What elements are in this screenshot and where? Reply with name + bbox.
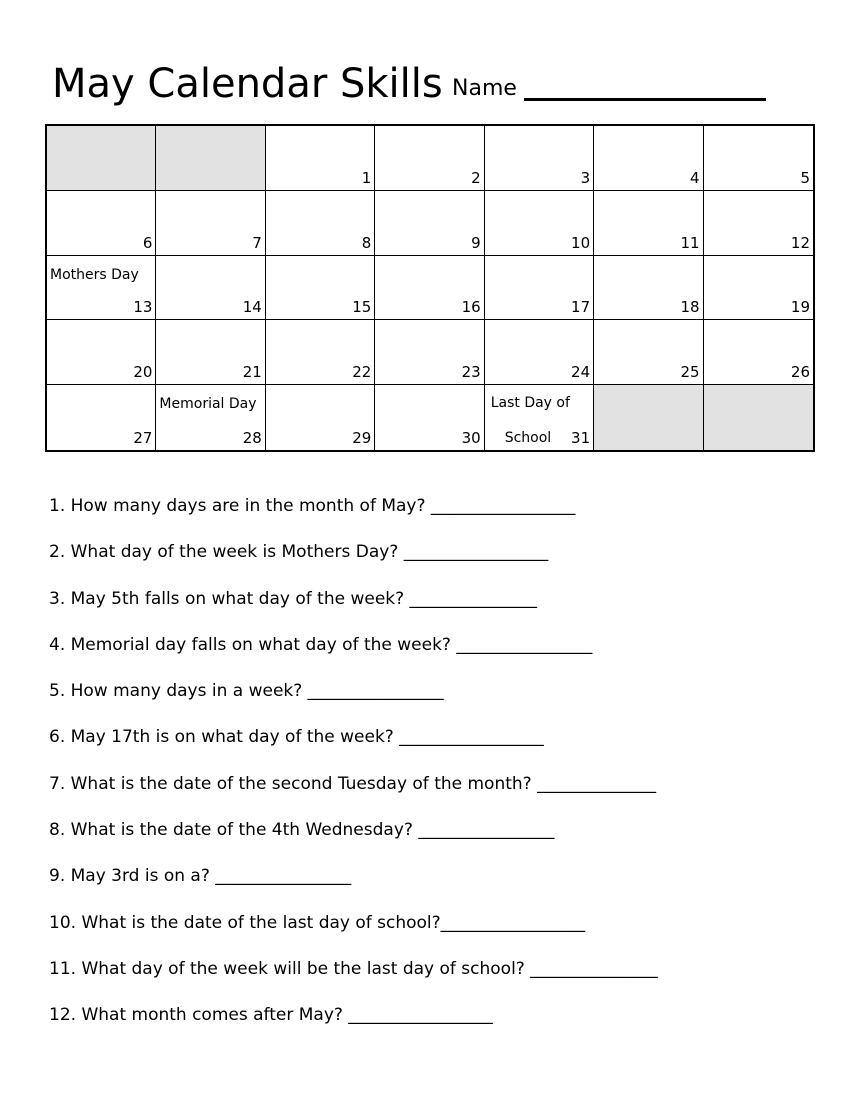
question-item: 6. May 17th is on what day of the week? _________________: [49, 727, 544, 748]
day-number: 25: [680, 363, 700, 382]
calendar-empty-cell: [47, 126, 156, 191]
day-number: 28: [242, 429, 262, 447]
calendar-empty-cell: [594, 385, 703, 450]
calendar-day-cell: [266, 256, 375, 321]
day-event-label: Mothers Day: [50, 266, 139, 283]
calendar-day-cell: [704, 320, 813, 385]
calendar-day-cell: [266, 320, 375, 385]
day-number: 20: [133, 363, 153, 382]
day-number: 1: [361, 168, 372, 187]
calendar-day-cell: [375, 126, 484, 191]
calendar-empty-cell: [156, 126, 265, 191]
calendar-day-cell: [156, 385, 265, 450]
day-number: 2: [471, 168, 481, 187]
day-number: 8: [361, 233, 372, 252]
day-number: 3: [580, 168, 591, 187]
calendar-day-cell: [266, 126, 375, 191]
calendar-day-cell: [594, 256, 703, 321]
calendar-day-cell: [704, 191, 813, 256]
calendar-day-cell: [47, 256, 156, 321]
day-number: 15: [352, 298, 372, 317]
day-number: 13: [133, 298, 153, 317]
calendar-day-cell: [375, 320, 484, 385]
calendar-day-cell: [594, 191, 703, 256]
question-item: 11. What day of the week will be the last day of school? _______________: [49, 958, 658, 979]
day-number: 10: [571, 233, 591, 252]
calendar-day-cell: [47, 320, 156, 385]
calendar-day-cell: [375, 256, 484, 321]
day-number: 21: [242, 363, 262, 382]
question-item: 8. What is the date of the 4th Wednesday? ________________: [49, 820, 555, 841]
calendar-day-cell: [485, 191, 594, 256]
day-number: 4: [690, 168, 700, 187]
question-item: 1. How many days are in the month of May? _________________: [49, 496, 576, 516]
day-number: 6: [142, 233, 153, 252]
question-item: 5. How many days in a week? ________________: [49, 681, 444, 702]
worksheet-title: May Calendar Skills: [52, 61, 443, 107]
calendar-day-cell: [266, 191, 375, 256]
calendar-day-cell: [156, 256, 265, 321]
question-item: 4. Memorial day falls on what day of the week? ________________: [49, 634, 593, 655]
calendar-day-cell: [485, 256, 594, 321]
day-number: 26: [790, 363, 810, 382]
day-number: 19: [790, 298, 810, 317]
day-number: 22: [352, 363, 372, 382]
day-number: 9: [471, 233, 481, 252]
calendar-day-cell: [704, 126, 813, 191]
day-number: 29: [352, 429, 372, 447]
calendar-day-cell: [485, 126, 594, 191]
question-item: 7. What is the date of the second Tuesday of the month? ______________: [49, 773, 657, 794]
day-event-label-line2: School: [504, 430, 552, 446]
name-label: Name: [452, 76, 517, 101]
question-item: 12. What month comes after May? _________________: [49, 1005, 493, 1026]
calendar-day-cell: [375, 191, 484, 256]
calendar-day-cell: [485, 385, 594, 450]
question-item: 10. What is the date of the last day of school?_________________: [49, 912, 586, 933]
day-number: 16: [461, 298, 481, 317]
calendar-day-cell: [156, 320, 265, 385]
day-number: 5: [800, 168, 810, 187]
day-number: 18: [680, 298, 700, 317]
question-list: [49, 493, 658, 1049]
day-number: 12: [790, 233, 810, 252]
calendar-day-cell: [266, 385, 375, 450]
day-number: 27: [133, 429, 153, 447]
day-number: 14: [242, 298, 262, 317]
day-number: 7: [252, 233, 262, 252]
calendar-day-cell: [375, 385, 484, 450]
may-calendar-grid: [45, 124, 815, 452]
calendar-day-cell: [704, 256, 813, 321]
question-item: 2. What day of the week is Mothers Day? _________________: [49, 542, 549, 563]
calendar-day-cell: [47, 385, 156, 450]
day-number: 23: [461, 363, 481, 382]
name-blank-line: [524, 98, 766, 101]
day-number: 24: [571, 363, 591, 382]
question-item: 3. May 5th falls on what day of the week? _______________: [49, 588, 538, 609]
calendar-day-cell: [485, 320, 594, 385]
calendar-day-cell: [47, 191, 156, 256]
calendar-day-cell: [594, 126, 703, 191]
day-event-label: Memorial Day: [159, 396, 257, 413]
day-event-label: Last Day of: [490, 395, 570, 412]
calendar-day-cell: [156, 191, 265, 256]
day-number: 11: [680, 233, 700, 252]
calendar-empty-cell: [704, 385, 813, 450]
day-number: 30: [461, 429, 481, 447]
day-number: 17: [571, 298, 591, 317]
calendar-day-cell: [594, 320, 703, 385]
day-number: 31: [571, 429, 591, 447]
question-item: 9. May 3rd is on a? ________________: [49, 866, 352, 887]
